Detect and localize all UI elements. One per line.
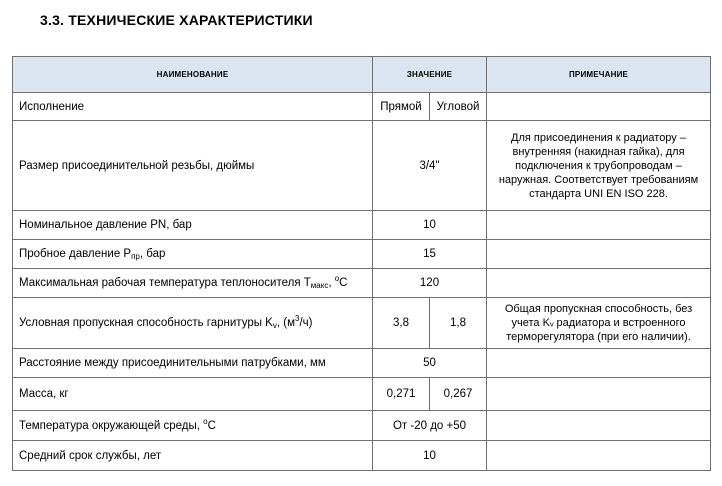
- row-label-ambient-temp: Температура окружающей среды, $^о$С: [13, 411, 373, 441]
- row-label-execution: Исполнение: [13, 93, 373, 121]
- table-row: [13, 441, 711, 471]
- note-cell-empty: [487, 93, 711, 121]
- value-nominal-pressure: 10: [373, 211, 487, 240]
- note-cell-empty: [487, 211, 711, 240]
- value-service-life: 10: [373, 441, 487, 471]
- specifications-table: [12, 56, 711, 471]
- value-ambient-temp: От -20 до +50: [373, 411, 487, 441]
- note-cell-empty: [487, 240, 711, 269]
- section-title: 3.3. ТЕХНИЧЕСКИЕ ХАРАКТЕРИСТИКИ: [40, 12, 313, 28]
- value-test-pressure: 15: [373, 240, 487, 269]
- value-straight-header: Прямой: [373, 93, 430, 121]
- row-label-test-pressure: Пробное давление $P_{пр}$, бар: [13, 240, 373, 269]
- header-value: ЗНАЧЕНИЕ: [373, 57, 487, 93]
- header-name: НАИМЕНОВАНИЕ: [13, 57, 373, 93]
- table-header-row: [13, 57, 711, 93]
- note-cell-empty: [487, 269, 711, 298]
- row-label-distance: Расстояние между присоединительными патрубками, мм: [13, 349, 373, 378]
- value-flow-angular: 1,8: [430, 298, 487, 349]
- note-cell-empty: [487, 349, 711, 378]
- value-mass-angular: 0,267: [430, 378, 487, 411]
- value-mass-straight: 0,271: [373, 378, 430, 411]
- table-row: [13, 93, 711, 121]
- value-distance: 50: [373, 349, 487, 378]
- row-label-thread: Размер присоединительной резьбы, дюймы: [13, 121, 373, 211]
- table-row: [13, 411, 711, 441]
- row-label-mass: Масса, кг: [13, 378, 373, 411]
- table-row: [13, 269, 711, 298]
- value-thread: 3/4": [373, 121, 487, 211]
- value-angular-header: Угловой: [430, 93, 487, 121]
- note-cell-empty: [487, 411, 711, 441]
- value-flow-straight: 3,8: [373, 298, 430, 349]
- note-cell-empty: [487, 441, 711, 471]
- row-label-service-life: Средний срок службы, лет: [13, 441, 373, 471]
- table-row: [13, 240, 711, 269]
- table-row: [13, 298, 711, 349]
- note-flow-capacity: Общая пропускная способность, без учета Kᵥ радиатора и встроенного терморегулятора (при его наличии).: [487, 298, 711, 349]
- table-row: [13, 349, 711, 378]
- note-cell-empty: [487, 378, 711, 411]
- row-label-max-temp: Максимальная рабочая температура теплоносителя $T_{макс}$, $^о$С: [13, 269, 373, 298]
- note-thread: Для присоединения к радиатору – внутренняя (накидная гайка), для подключения к трубопроводам – наружная. Соответствует требованиям стандарта UNI EN ISO 228.: [487, 121, 711, 211]
- row-label-nominal-pressure: Номинальное давление PN, бар: [13, 211, 373, 240]
- table-row: [13, 211, 711, 240]
- table-row: [13, 378, 711, 411]
- table-row: [13, 121, 711, 211]
- value-max-temp: 120: [373, 269, 487, 298]
- header-note: ПРИМЕЧАНИЕ: [487, 57, 711, 93]
- row-label-flow-capacity: Условная пропускная способность гарнитуры $K_v$, $(м^3/ч)$: [13, 298, 373, 349]
